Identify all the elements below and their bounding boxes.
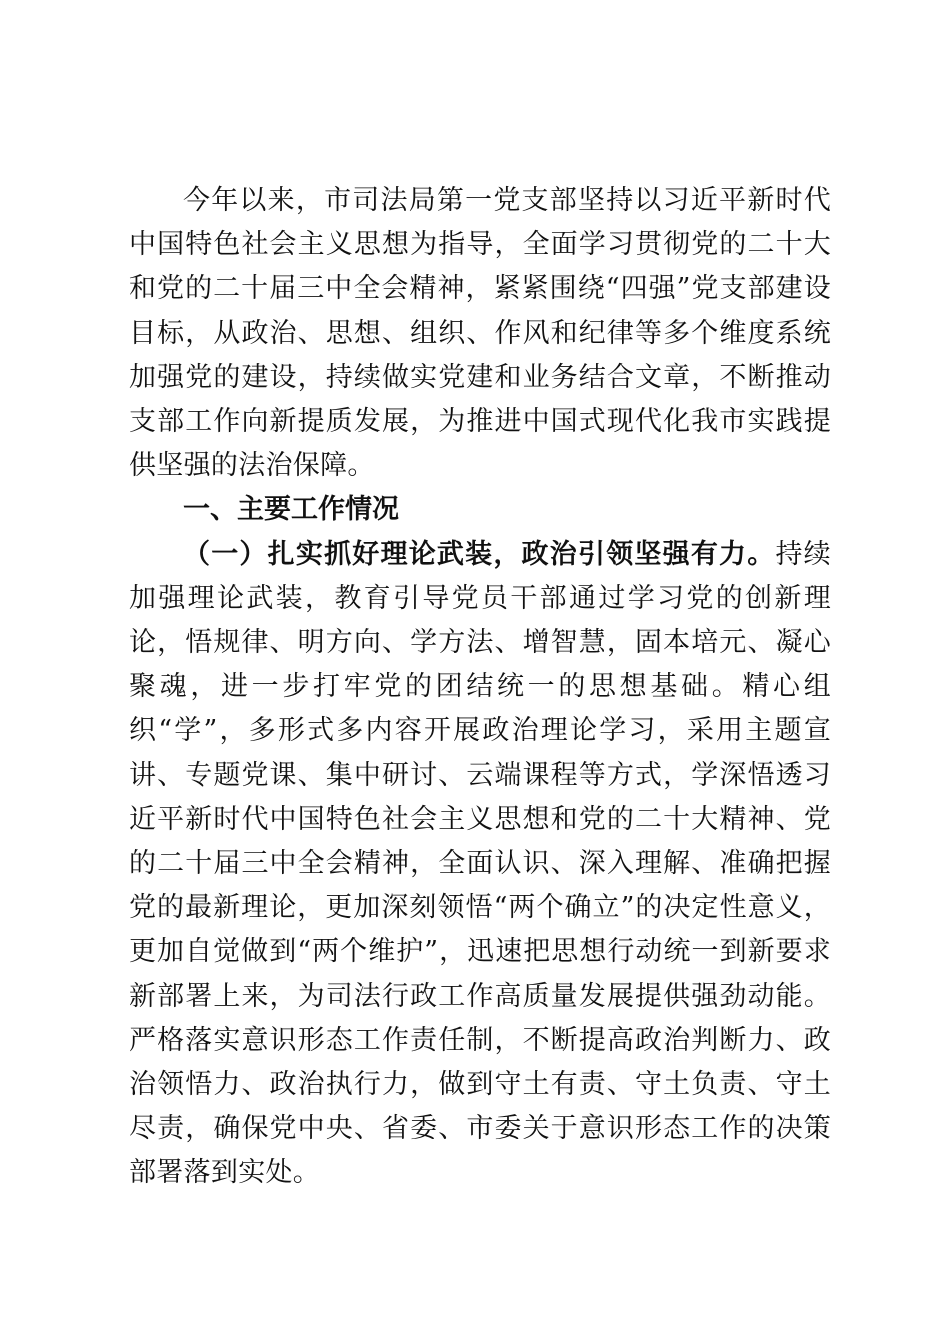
- section-heading: 一、主要工作情况: [183, 494, 399, 526]
- subsection-paragraph: [129, 533, 831, 1196]
- subsection-lead: （一）扎实抓好理论武装，政治引领坚强有力。: [183, 538, 776, 570]
- document-body: [129, 179, 831, 1196]
- intro-paragraph: 今年以来，市司法局第一党支部坚持以习近平新时代中国特色社会主义思想为指导，全面学习贯彻党的二十大和党的二十届三中全会精神，紧紧围绕“四强”党支部建设目标，从政治、思想、组织、作风和纪律等多个维度系统加强党的建设，持续做实党建和业务结合文章，不断推动支部工作向新提质发展，为推进中国式现代化我市实践提供坚强的法治保障。: [129, 185, 831, 482]
- subsection-body: 持续加强理论武装，教育引导党员干部通过学习党的创新理论，悟规律、明方向、学方法、增智慧，固本培元、凝心聚魂，进一步打牢党的团结统一的思想基础。精心组织“学”，多形式多内容开展政治理论学习，采用主题宣讲、专题党课、集中研讨、云端课程等方式，学深悟透习近平新时代中国特色社会主义思想和党的二十大精神、党的二十届三中全会精神，全面认识、深入理解、准确把握党的最新理论，更加深刻领悟“两个确立”的决定性意义，更加自觉做到“两个维护”，迅速把思想行动统一到新要求新部署上来，为司法行政工作高质量发展提供强劲动能。严格落实意识形态工作责任制，不断提高政治判断力、政治领悟力、政治执行力，做到守土有责、守土负责、守土尽责，确保党中央、省委、市委关于意识形态工作的决策部署落到实处。: [129, 538, 831, 1189]
